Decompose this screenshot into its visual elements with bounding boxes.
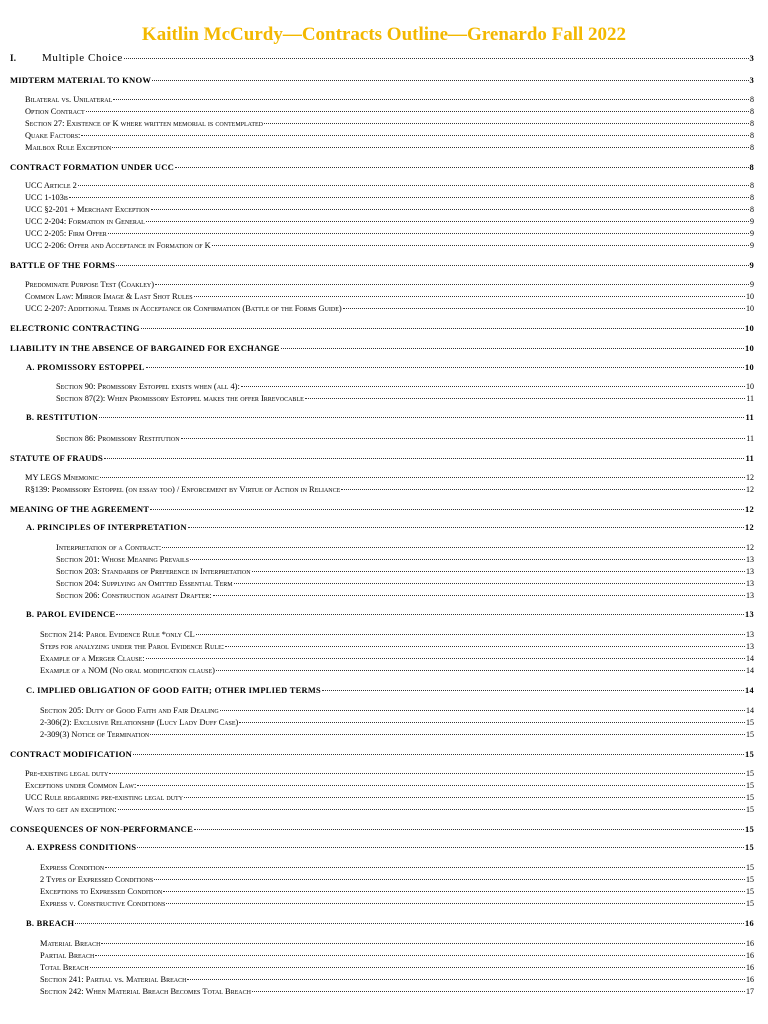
toc-entry[interactable] bbox=[26, 610, 754, 619]
toc-entry-title: Partial Breach bbox=[40, 951, 95, 960]
toc-entry[interactable] bbox=[56, 567, 754, 576]
toc-page-number: 10 bbox=[746, 382, 754, 391]
toc-page-number: 14 bbox=[746, 666, 754, 675]
toc-entry-title: Mailbox Rule Exception bbox=[25, 143, 112, 152]
toc-page-number: 13 bbox=[746, 579, 754, 588]
dot-leader bbox=[241, 386, 745, 387]
toc-entry[interactable] bbox=[25, 304, 754, 313]
toc-entry[interactable] bbox=[40, 975, 754, 984]
toc-entry[interactable] bbox=[26, 363, 754, 372]
toc-page-number: 16 bbox=[746, 939, 754, 948]
toc-page-number: 15 bbox=[746, 805, 754, 814]
dot-leader bbox=[216, 670, 745, 671]
toc-entry[interactable] bbox=[25, 131, 754, 140]
toc-entry-title: Quake Factors: bbox=[25, 131, 81, 140]
toc-page-number: 13 bbox=[746, 555, 754, 564]
dot-leader bbox=[322, 690, 744, 691]
dot-leader bbox=[150, 509, 744, 510]
toc-entry[interactable] bbox=[40, 875, 754, 884]
toc-page-number: 11 bbox=[746, 434, 754, 443]
toc-entry-title: Section 90: Promissory Estoppel exists when (all 4): bbox=[56, 382, 240, 391]
dot-leader bbox=[146, 367, 744, 368]
toc-entry-title: 2-309(3) Notice of Termination bbox=[40, 730, 150, 739]
toc-entry-title: Bilateral vs. Unilateral bbox=[25, 95, 113, 104]
toc-entry-title: STATUTE OF FRAUDS bbox=[10, 453, 104, 463]
toc-entry-title: Section 87(2): When Promissory Estoppel makes the offer Irrevocable bbox=[56, 394, 304, 403]
toc-page-number: 13 bbox=[746, 630, 754, 639]
toc-page-number: 13 bbox=[746, 591, 754, 600]
toc-page-number: 9 bbox=[750, 217, 754, 226]
toc-page-number: 15 bbox=[746, 863, 754, 872]
toc-page-number: 11 bbox=[745, 413, 754, 422]
toc-entry[interactable] bbox=[56, 591, 754, 600]
dot-leader bbox=[239, 722, 745, 723]
toc-page-number: 13 bbox=[746, 642, 754, 651]
toc-entry-title: Total Breach bbox=[40, 963, 89, 972]
toc-entry[interactable] bbox=[10, 343, 754, 353]
toc-entry[interactable] bbox=[10, 162, 754, 172]
toc-entry-title: UCC Article 2 bbox=[25, 181, 77, 190]
dot-leader bbox=[137, 847, 744, 848]
toc-page-number: 11 bbox=[745, 453, 754, 463]
toc-entry-title: UCC 1-103b bbox=[25, 193, 68, 202]
toc-entry-title: 2-306(2): Exclusive Relationship (Lucy Lady Duff Case) bbox=[40, 718, 239, 727]
toc-entry-title: Express v. Constructive Conditions bbox=[40, 899, 166, 908]
toc-entry[interactable] bbox=[25, 781, 754, 790]
dot-leader bbox=[341, 489, 745, 490]
dot-leader bbox=[86, 111, 749, 112]
dot-leader bbox=[194, 829, 744, 830]
toc-entry-title: Example of a Merger Clause: bbox=[40, 654, 145, 663]
toc-entry-title: Predominate Purpose Test (Coakley) bbox=[25, 280, 155, 289]
toc-entry-title: Section 242: When Material Breach Becomes Total Breach bbox=[40, 987, 251, 996]
dot-leader bbox=[264, 123, 749, 124]
toc-entry-title: Ways to get an exception: bbox=[25, 805, 117, 814]
toc-entry-title: Common Law: Mirror Image & Last Shot Rules bbox=[25, 292, 193, 301]
dot-leader bbox=[113, 99, 749, 100]
dot-leader bbox=[81, 135, 749, 136]
toc-entry[interactable] bbox=[10, 75, 754, 85]
toc-entry[interactable] bbox=[56, 543, 754, 552]
dot-leader bbox=[155, 284, 749, 285]
toc-page-number: 3 bbox=[749, 53, 754, 63]
toc-page-number: 8 bbox=[750, 193, 754, 202]
dot-leader bbox=[109, 773, 745, 774]
toc-page-number: 16 bbox=[746, 951, 754, 960]
dot-leader bbox=[220, 710, 745, 711]
toc-page-number: 16 bbox=[746, 975, 754, 984]
dot-leader bbox=[175, 167, 748, 168]
toc-page-number: 8 bbox=[749, 162, 754, 172]
toc-entry-title: R§139: Promissory Estoppel (on essay too) / Enforcement by Virtue of Action in Reliance bbox=[25, 485, 341, 494]
toc-entry[interactable] bbox=[40, 951, 754, 960]
toc-entry[interactable] bbox=[10, 749, 754, 759]
dot-leader bbox=[252, 571, 745, 572]
toc-entry[interactable] bbox=[25, 292, 754, 301]
toc-page-number: 15 bbox=[746, 875, 754, 884]
toc-entry[interactable] bbox=[25, 769, 754, 778]
toc-entry-title: ELECTRONIC CONTRACTING bbox=[10, 323, 140, 333]
toc-entry[interactable] bbox=[40, 963, 754, 972]
toc-entry-title: A. PRINCIPLES OF INTERPRETATION bbox=[26, 523, 187, 532]
toc-entry-title: UCC Rule regarding pre-existing legal duty bbox=[25, 793, 184, 802]
toc-page-number: 8 bbox=[750, 95, 754, 104]
dot-leader bbox=[105, 867, 745, 868]
toc-page-number: 16 bbox=[746, 963, 754, 972]
dot-leader bbox=[69, 197, 749, 198]
toc-entry-title: UCC 2-207: Additional Terms in Acceptance or Confirmation (Battle of the Forms Guide) bbox=[25, 304, 342, 313]
toc-entry-title: UCC §2-201 + Merchant Exception bbox=[25, 205, 150, 214]
dot-leader bbox=[118, 809, 745, 810]
toc-entry[interactable] bbox=[25, 473, 754, 482]
toc-entry-title: UCC 2-206: Offer and Acceptance in Formation of K bbox=[25, 241, 211, 250]
toc-page-number: 13 bbox=[745, 610, 754, 619]
toc-page-number: 8 bbox=[750, 107, 754, 116]
toc-entry-title: Section 27: Existence of K where written memorial is contemplated bbox=[25, 119, 264, 128]
toc-entry-title: Interpretation of a Contract: bbox=[56, 543, 162, 552]
toc-page-number: 15 bbox=[746, 769, 754, 778]
toc-entry[interactable] bbox=[10, 824, 754, 834]
toc-entry-title: LIABILITY IN THE ABSENCE OF BARGAINED FOR EXCHANGE bbox=[10, 343, 280, 353]
toc-entry-title: Section 205: Duty of Good Faith and Fair Dealing bbox=[40, 706, 219, 715]
toc-entry[interactable] bbox=[26, 686, 754, 695]
toc-entry[interactable] bbox=[56, 434, 754, 443]
dot-leader bbox=[124, 58, 749, 59]
toc-entry[interactable] bbox=[40, 718, 754, 727]
dot-leader bbox=[151, 209, 749, 210]
toc-entry-title: Section 214: Parol Evidence Rule *only CL bbox=[40, 630, 195, 639]
toc-page-number: 12 bbox=[745, 523, 754, 532]
toc-page-number: 10 bbox=[746, 304, 754, 313]
dot-leader bbox=[90, 967, 745, 968]
toc-entry-title: Multiple Choice bbox=[42, 52, 123, 64]
dot-leader bbox=[75, 923, 744, 924]
dot-leader bbox=[343, 308, 745, 309]
toc-entry-title: UCC 2-205: Firm Offer bbox=[25, 229, 107, 238]
toc-entry-title: MEANING OF THE AGREEMENT bbox=[10, 504, 150, 514]
toc-page-number: 14 bbox=[746, 706, 754, 715]
toc-entry[interactable] bbox=[25, 229, 754, 238]
dot-leader bbox=[141, 328, 744, 329]
toc-page-number: 14 bbox=[745, 686, 754, 695]
toc-entry[interactable] bbox=[40, 987, 754, 996]
toc-page-number: 17 bbox=[746, 987, 754, 996]
toc-entry[interactable] bbox=[10, 52, 754, 64]
dot-leader bbox=[196, 634, 745, 635]
toc-entry[interactable] bbox=[25, 485, 754, 494]
dot-leader bbox=[116, 614, 744, 615]
toc-entry-title: A. PROMISSORY ESTOPPEL bbox=[26, 363, 145, 372]
toc-entry[interactable] bbox=[10, 504, 754, 514]
toc-page-number: 8 bbox=[750, 205, 754, 214]
toc-entry-title: Section 204: Supplying an Omitted Essential Term bbox=[56, 579, 233, 588]
toc-page-number: 15 bbox=[746, 781, 754, 790]
toc-entry[interactable] bbox=[56, 382, 754, 391]
toc-entry[interactable] bbox=[40, 642, 754, 651]
dot-leader bbox=[95, 955, 745, 956]
toc-entry[interactable] bbox=[40, 939, 754, 948]
toc-entry[interactable] bbox=[25, 181, 754, 190]
dot-leader bbox=[108, 233, 749, 234]
toc-entry[interactable] bbox=[40, 887, 754, 896]
dot-leader bbox=[184, 797, 745, 798]
dot-leader bbox=[305, 398, 746, 399]
page-title: Kaitlin McCurdy—Contracts Outline—Grenardo Fall 2022 bbox=[141, 24, 627, 45]
toc-page-number: 15 bbox=[745, 749, 754, 759]
dot-leader bbox=[225, 646, 745, 647]
dot-leader bbox=[152, 80, 748, 81]
dot-leader bbox=[213, 595, 745, 596]
toc-entry[interactable] bbox=[40, 730, 754, 739]
toc-entry[interactable] bbox=[25, 805, 754, 814]
toc-page-number: 10 bbox=[745, 343, 754, 353]
toc-page-number: 15 bbox=[746, 793, 754, 802]
toc-page-number: 9 bbox=[750, 229, 754, 238]
dot-leader bbox=[133, 754, 744, 755]
dot-leader bbox=[181, 438, 746, 439]
toc-page-number: 16 bbox=[745, 919, 754, 928]
dot-leader bbox=[154, 879, 745, 880]
toc-page-number: 10 bbox=[745, 363, 754, 372]
toc-entry-title: Section 206: Construction against Drafter: bbox=[56, 591, 212, 600]
dot-leader bbox=[281, 348, 744, 349]
dot-leader bbox=[146, 658, 745, 659]
toc-entry[interactable] bbox=[25, 205, 754, 214]
toc-entry[interactable] bbox=[25, 193, 754, 202]
toc-page-number: 15 bbox=[745, 843, 754, 852]
toc-entry[interactable] bbox=[56, 555, 754, 564]
toc-entry[interactable] bbox=[25, 280, 754, 289]
toc-entry[interactable] bbox=[10, 323, 754, 333]
toc-entry[interactable] bbox=[26, 919, 754, 928]
toc-entry-title: CONTRACT MODIFICATION bbox=[10, 749, 133, 759]
dot-leader bbox=[100, 477, 745, 478]
toc-entry-title: A. EXPRESS CONDITIONS bbox=[26, 843, 137, 852]
toc-page-number: 9 bbox=[749, 260, 754, 270]
toc-entry-number: I. bbox=[10, 53, 17, 63]
toc-page-number: 15 bbox=[746, 899, 754, 908]
toc-entry-title: CONTRACT FORMATION UNDER UCC bbox=[10, 162, 175, 172]
toc-entry-title: 2 Types of Expressed Conditions bbox=[40, 875, 154, 884]
toc-entry-title: UCC 2-204: Formation in General bbox=[25, 217, 145, 226]
dot-leader bbox=[137, 785, 745, 786]
toc-entry[interactable] bbox=[25, 793, 754, 802]
toc-page-number: 15 bbox=[746, 730, 754, 739]
toc-entry[interactable] bbox=[56, 394, 754, 403]
toc-entry-title: CONSEQUENCES OF NON-PERFORMANCE bbox=[10, 824, 194, 834]
toc-page-number: 12 bbox=[746, 543, 754, 552]
toc-entry-title: Exceptions under Common Law: bbox=[25, 781, 137, 790]
dot-leader bbox=[234, 583, 745, 584]
toc-entry-title: Material Breach bbox=[40, 939, 101, 948]
toc-entry-title: BATTLE OF THE FORMS bbox=[10, 260, 116, 270]
toc-entry[interactable] bbox=[56, 579, 754, 588]
toc-page-number: 12 bbox=[746, 473, 754, 482]
toc-page-number: 10 bbox=[746, 292, 754, 301]
toc-entry-title: B. BREACH bbox=[26, 919, 75, 928]
toc-page-number: 15 bbox=[746, 718, 754, 727]
dot-leader bbox=[146, 221, 749, 222]
toc-page-number: 11 bbox=[746, 394, 754, 403]
toc-page-number: 8 bbox=[750, 181, 754, 190]
dot-leader bbox=[190, 559, 745, 560]
toc-page-number: 9 bbox=[750, 241, 754, 250]
dot-leader bbox=[104, 458, 744, 459]
toc-entry-title: B. RESTITUTION bbox=[26, 413, 99, 422]
toc-entry-title: Express Condition bbox=[40, 863, 105, 872]
toc-page-number: 15 bbox=[745, 824, 754, 834]
dot-leader bbox=[78, 185, 749, 186]
toc-entry[interactable] bbox=[40, 706, 754, 715]
toc-entry-title: Steps for analyzing under the Parol Evidence Rule: bbox=[40, 642, 225, 651]
dot-leader bbox=[187, 979, 745, 980]
toc-entry-title: Option Contract bbox=[25, 107, 85, 116]
dot-leader bbox=[112, 147, 749, 148]
toc-entry[interactable] bbox=[25, 241, 754, 250]
toc-page-number: 3 bbox=[749, 75, 754, 85]
toc-page-number: 9 bbox=[750, 280, 754, 289]
dot-leader bbox=[166, 903, 745, 904]
toc-entry[interactable] bbox=[25, 119, 754, 128]
dot-leader bbox=[188, 527, 744, 528]
toc-page-number: 13 bbox=[746, 567, 754, 576]
toc-entry[interactable] bbox=[25, 217, 754, 226]
toc-page-number: 12 bbox=[746, 485, 754, 494]
dot-leader bbox=[99, 417, 744, 418]
dot-leader bbox=[212, 245, 749, 246]
toc-entry-title: MY LEGS Mnemonic bbox=[25, 473, 99, 482]
toc-entry-title: Section 203: Standards of Preference in Interpretation bbox=[56, 567, 251, 576]
toc-entry-title: Section 86: Promissory Restitution bbox=[56, 434, 180, 443]
dot-leader bbox=[194, 296, 745, 297]
dot-leader bbox=[162, 547, 745, 548]
toc-entry-title: Section 201: Whose Meaning Prevails bbox=[56, 555, 189, 564]
toc-entry[interactable] bbox=[26, 843, 754, 852]
toc-page-number: 14 bbox=[746, 654, 754, 663]
toc-entry-title: Section 241: Partial vs. Material Breach bbox=[40, 975, 187, 984]
toc-entry-title: Exceptions to Expressed Condition bbox=[40, 887, 163, 896]
toc-entry[interactable] bbox=[25, 95, 754, 104]
toc-entry-title: C. IMPLIED OBLIGATION OF GOOD FAITH; OTHER IMPLIED TERMS bbox=[26, 686, 321, 695]
toc-entry[interactable] bbox=[10, 260, 754, 270]
toc-entry[interactable] bbox=[40, 630, 754, 639]
toc-page-number: 10 bbox=[745, 323, 754, 333]
toc-page-number: 12 bbox=[745, 504, 754, 514]
dot-leader bbox=[101, 943, 745, 944]
dot-leader bbox=[252, 991, 745, 992]
dot-leader bbox=[163, 891, 745, 892]
toc-entry[interactable] bbox=[10, 453, 754, 463]
toc-entry-title: B. PAROL EVIDENCE bbox=[26, 610, 116, 619]
dot-leader bbox=[116, 265, 748, 266]
toc-entry[interactable] bbox=[40, 863, 754, 872]
toc-entry[interactable] bbox=[40, 899, 754, 908]
toc-page-number: 8 bbox=[750, 131, 754, 140]
toc-entry-title: Example of a NOM (No oral modification clause) bbox=[40, 666, 215, 675]
toc-entry[interactable] bbox=[26, 413, 754, 422]
toc-entry-title: MIDTERM MATERIAL TO KNOW bbox=[10, 75, 152, 85]
toc-page-number: 15 bbox=[746, 887, 754, 896]
toc-entry[interactable] bbox=[25, 143, 754, 152]
toc-page-number: 8 bbox=[750, 143, 754, 152]
toc-entry[interactable] bbox=[40, 666, 754, 675]
toc-entry-title: Pre-existing legal duty bbox=[25, 769, 109, 778]
dot-leader bbox=[150, 734, 745, 735]
toc-entry[interactable] bbox=[26, 523, 754, 532]
toc-entry[interactable] bbox=[25, 107, 754, 116]
toc-entry[interactable] bbox=[40, 654, 754, 663]
toc-page-number: 8 bbox=[750, 119, 754, 128]
